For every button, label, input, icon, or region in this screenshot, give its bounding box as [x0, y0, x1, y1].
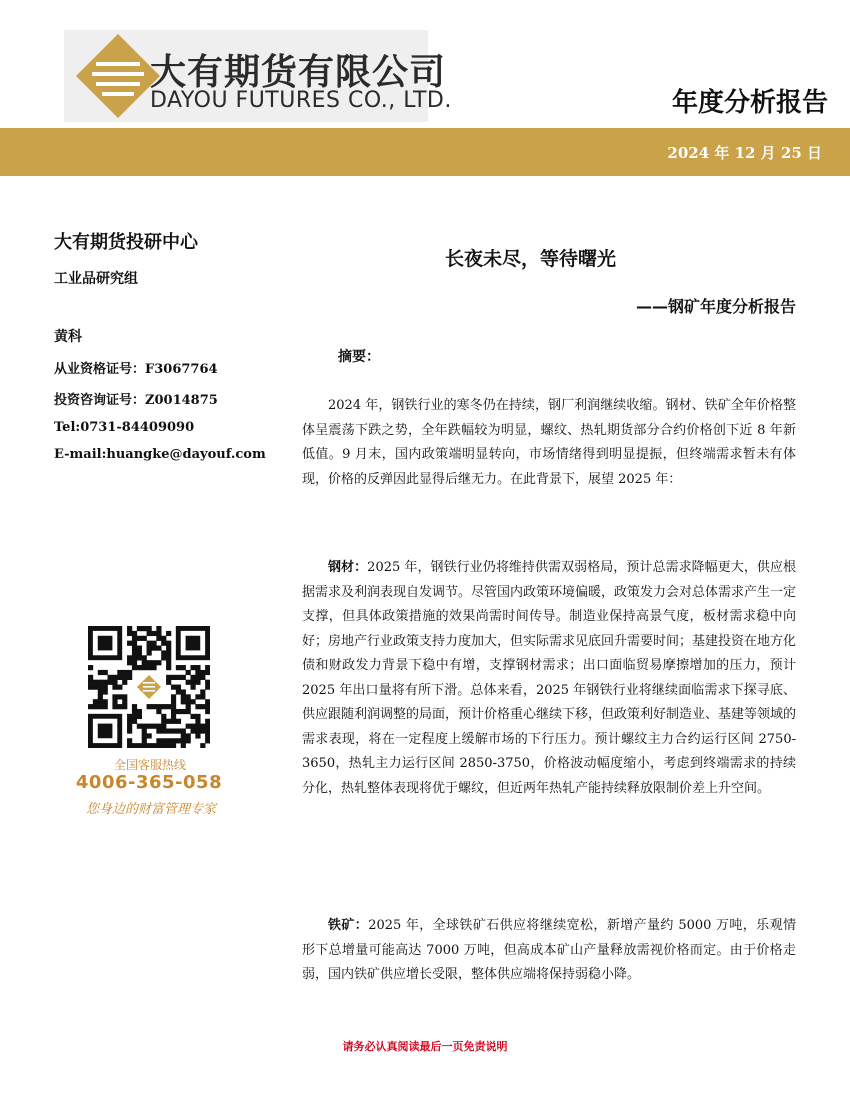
license-number: 从业资格证号：F3067764	[54, 362, 218, 377]
author-name: 黄科	[54, 329, 82, 345]
abstract-paragraph-steel	[302, 556, 796, 801]
report-date: 2024 年 12 月 25 日	[667, 144, 822, 162]
research-center: 大有期货投研中心	[54, 232, 198, 253]
steel-lead: 钢材：	[328, 560, 368, 575]
disclaimer-notice: 请务必认真阅读最后一页免责说明	[342, 1040, 508, 1053]
company-name-cn: 大有期货有限公司	[150, 52, 447, 93]
research-group: 工业品研究组	[54, 271, 138, 287]
header-band	[0, 128, 850, 176]
email-link[interactable]: E-mail:huangke@dayouf.com	[54, 447, 266, 462]
abstract-label: 摘要：	[338, 349, 380, 365]
company-logo	[64, 30, 452, 122]
abstract-paragraph-intro: 2024 年，钢铁行业的寒冬仍在持续，钢厂利润继续收缩。钢材、铁矿全年价格整体呈震荡下跌之势，全年跌幅较为明显，螺纹、热轧期货部分合约价格创下近 8 年新低值。9 月末，国内政策端明显转向，市场情绪得到明显提振，但终端需求暂未有体现，价格的反弹因此显得后继无力。在此背景下，展望 2025 年：	[302, 398, 796, 487]
diamond-logo-icon	[74, 32, 162, 120]
hotline-number: 4006-365-058	[75, 772, 223, 793]
qr-code-icon	[88, 626, 210, 748]
abstract-paragraph-iron-ore	[302, 914, 796, 988]
report-title: 长夜未尽，等待曙光	[445, 248, 617, 270]
qr-code	[88, 626, 210, 748]
company-name-en: DAYOU FUTURES CO., LTD.	[150, 88, 452, 113]
iron-ore-text: 2025 年，全球铁矿石供应将继续宽松，新增产量约 5000 万吨，乐观情形下总增量可能高达 7000 万吨，但高成本矿山产量释放需视价格而定。由于价格走弱，国内铁矿供应增长受限，整体供应端将保持弱稳小降。	[302, 918, 796, 982]
consult-number: 投资咨询证号：Z0014875	[54, 393, 218, 408]
company-slogan: 您身边的财富管理专家	[85, 802, 216, 817]
report-subtitle: ——钢矿年度分析报告	[635, 297, 796, 316]
steel-text: 2025 年，钢铁行业仍将维持供需双弱格局，预计总需求降幅更大，供应根据需求及利润表现自发调节。尽管国内政策环境偏暖，政策发力会对总体需求产生一定支撑，但具体政策措施的效果尚需时间传导。制造业保持高景气度，板材需求稳中向好；房地产行业政策支持力度加大，但实际需求见底回升需要时间；基建投资在地方化债和财政发力背景下稳中有增，支撑钢材需求；出口面临贸易摩擦增加的压力，预计 2025 年出口量将有所下滑。总体来看，2025 年钢铁行业将继续面临需求下探寻底、供应跟随利润调整的局面，预计价格重心继续下移，但政策利好制造业、基建等领域的需求表现，将在一定程度上缓解市场的下行压力。预计螺纹主力合约运行区间 2750-3650，热轧主力运行区间 2850-3750，价格波动幅度缩小，考虑到终端需求的持续分化，热轧整体表现将优于螺纹，但近两年热轧产能持续释放限制价差上升空间。	[302, 560, 797, 796]
report-type: 年度分析报告	[671, 88, 828, 118]
hotline-label: 全国客服热线	[113, 758, 186, 772]
author-sidebar	[54, 228, 304, 462]
iron-ore-lead: 铁矿：	[328, 918, 369, 933]
telephone: Tel:0731-84409090	[54, 420, 195, 435]
